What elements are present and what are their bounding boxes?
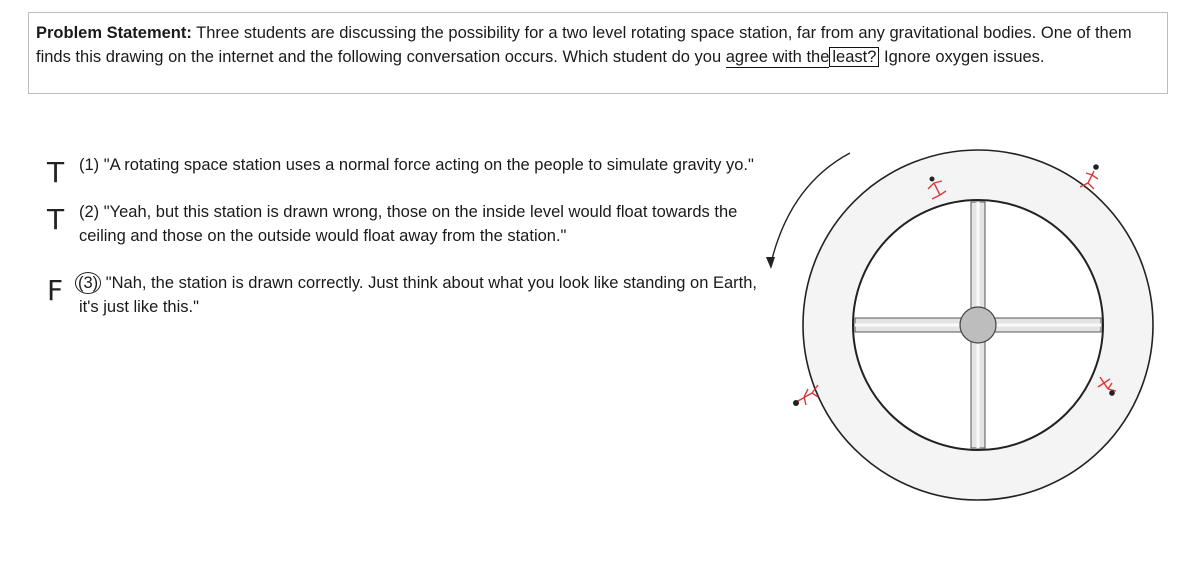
handwritten-mark-1: T: [47, 156, 65, 189]
person-figure-top-right: [1080, 164, 1099, 189]
statement-number-3: (3): [75, 272, 101, 294]
statement-2: [47, 200, 759, 248]
rotation-arrowhead-icon: [766, 257, 775, 269]
statement-number-2: (2): [79, 203, 100, 221]
statement-1: [47, 153, 759, 189]
statement-text-2: "Yeah, but this station is drawn wrong, those on the inside level would float towards the ceiling and those on the outside would float away from the station.": [79, 203, 738, 245]
statement-3: [47, 271, 759, 319]
problem-lead: Problem Statement:: [36, 24, 192, 42]
handwritten-mark-2: T: [47, 203, 65, 236]
handwritten-mark-3: F: [47, 274, 64, 307]
statement-number-1: (1): [79, 156, 100, 174]
student-statements: [47, 153, 759, 319]
underlined-phrase: agree with the: [725, 48, 830, 66]
hub: [960, 307, 996, 343]
problem-text-2: Ignore oxygen issues.: [879, 48, 1045, 66]
problem-text-1: Three students are discussing the possibility for a two level rotating space station, far from any gravitational bodies. One of them finds this drawing on the internet and the following conversation occurs. Which student do you: [36, 24, 1132, 66]
boxed-word: least?: [829, 47, 879, 67]
space-station-diagram: [760, 145, 1180, 525]
problem-statement: [28, 12, 1168, 94]
statement-text-1: "A rotating space station uses a normal force acting on the people to simulate gravity yo.": [103, 156, 754, 174]
statement-text-3: "Nah, the station is drawn correctly. Just think about what you look like standing on Earth, it's just like this.": [79, 274, 757, 316]
